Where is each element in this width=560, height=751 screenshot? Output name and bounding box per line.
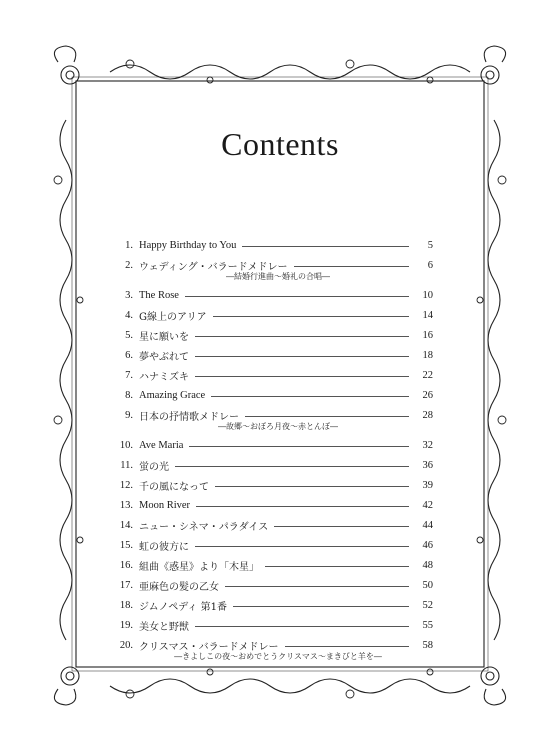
toc-leader-line xyxy=(185,296,409,297)
page-title: Contents xyxy=(221,126,339,162)
toc-leader-line xyxy=(195,356,409,357)
toc-entry-title: 亜麻色の髪の乙女 xyxy=(139,581,219,593)
toc-entry-title: ウェディング・バラードメドレー xyxy=(139,261,288,273)
toc-entry-number: 18. xyxy=(119,599,133,611)
toc-leader-line xyxy=(195,336,409,337)
toc-entry-page: 28 xyxy=(422,409,433,421)
toc-entry-number: 7. xyxy=(125,369,133,381)
toc-leader-line xyxy=(233,606,409,607)
toc-entry[interactable] xyxy=(113,555,433,575)
toc-entry[interactable] xyxy=(113,235,433,255)
toc-entry-page: 55 xyxy=(422,619,433,631)
toc-entry-title: ハナミズキ xyxy=(139,371,189,383)
toc-entry-title: Amazing Grace xyxy=(139,389,206,401)
toc-leader-line xyxy=(195,376,409,377)
toc-entry[interactable] xyxy=(113,325,433,345)
toc-entry-page: 42 xyxy=(422,499,433,511)
toc-entry-page: 5 xyxy=(427,239,433,251)
toc-entry-page: 22 xyxy=(422,369,433,381)
toc-entry[interactable] xyxy=(113,495,433,515)
toc-entry-number: 6. xyxy=(125,349,133,361)
toc-entry[interactable] xyxy=(113,595,433,615)
toc-entry-number: 4. xyxy=(125,309,133,321)
toc-entry-subtitle: ―故郷～おぼろ月夜～赤とんぼ― xyxy=(218,422,338,431)
table-of-contents xyxy=(113,235,433,665)
toc-entry[interactable] xyxy=(113,405,433,425)
toc-leader-line xyxy=(215,486,409,487)
toc-entry-title: 虹の彼方に xyxy=(139,541,189,553)
toc-entry-number: 17. xyxy=(119,579,133,591)
toc-entry-title: クリスマス・バラードメドレー xyxy=(139,641,279,653)
toc-leader-line xyxy=(195,546,409,547)
toc-entry[interactable] xyxy=(113,515,433,535)
toc-entry-number: 9. xyxy=(125,409,133,421)
toc-entry-number: 15. xyxy=(119,539,133,551)
toc-entry-page: 52 xyxy=(422,599,433,611)
toc-entry[interactable] xyxy=(113,305,433,325)
toc-entry-page: 46 xyxy=(422,539,433,551)
toc-entry-number: 20. xyxy=(119,639,133,651)
toc-entry-page: 50 xyxy=(422,579,433,591)
toc-leader-line xyxy=(285,646,410,647)
toc-leader-line xyxy=(294,266,410,267)
toc-entry-title: 組曲《惑星》より「木星」 xyxy=(139,561,259,573)
toc-entry[interactable] xyxy=(113,435,433,455)
toc-entry-title: ジムノペディ 第1番 xyxy=(139,601,227,613)
toc-leader-line xyxy=(213,316,409,317)
toc-entry-page: 18 xyxy=(422,349,433,361)
toc-leader-line xyxy=(265,566,409,567)
toc-leader-line xyxy=(175,466,409,467)
toc-entry-page: 16 xyxy=(422,329,433,341)
toc-entry-page: 6 xyxy=(427,259,433,271)
toc-leader-line xyxy=(189,446,409,447)
toc-leader-line xyxy=(195,626,409,627)
toc-entry-title: 蛍の光 xyxy=(139,461,169,473)
toc-leader-line xyxy=(211,396,409,397)
toc-entry-number: 10. xyxy=(119,439,133,451)
toc-entry-title: Moon River xyxy=(139,499,191,511)
toc-entry-title: G線上のアリア xyxy=(139,311,207,323)
toc-entry-title: Ave Maria xyxy=(139,439,184,451)
toc-entry-page: 10 xyxy=(422,289,433,301)
toc-entry-number: 19. xyxy=(119,619,133,631)
toc-entry-title: Happy Birthday to You xyxy=(139,239,237,251)
toc-leader-line xyxy=(245,416,409,417)
toc-leader-line xyxy=(225,586,409,587)
toc-entry-number: 3. xyxy=(125,289,133,301)
toc-entry-title: ニュー・シネマ・パラダイス xyxy=(139,521,269,533)
toc-entry-title: 千の風になって xyxy=(139,481,209,493)
toc-entry-number: 12. xyxy=(119,479,133,491)
toc-entry-number: 13. xyxy=(119,499,133,511)
toc-entry-page: 26 xyxy=(422,389,433,401)
toc-entry-number: 2. xyxy=(125,259,133,271)
toc-entry[interactable] xyxy=(113,455,433,475)
toc-entry[interactable] xyxy=(113,635,433,655)
toc-entry-subtitle: ―きよしこの夜～おめでとうクリスマス～まきびと羊を― xyxy=(174,652,382,661)
toc-entry-title: The Rose xyxy=(139,289,179,301)
toc-entry-number: 8. xyxy=(125,389,133,401)
toc-leader-line xyxy=(274,526,409,527)
toc-entry[interactable] xyxy=(113,365,433,385)
toc-entry-page: 32 xyxy=(422,439,433,451)
toc-entry[interactable] xyxy=(113,345,433,365)
toc-entry-number: 5. xyxy=(125,329,133,341)
toc-entry-number: 14. xyxy=(119,519,133,531)
toc-entry-subtitle: ―結婚行進曲～婚礼の合唱― xyxy=(226,272,330,281)
toc-entry-page: 58 xyxy=(422,639,433,651)
toc-entry[interactable] xyxy=(113,575,433,595)
toc-entry-title: 星に願いを xyxy=(139,331,189,343)
toc-entry[interactable] xyxy=(113,385,433,405)
toc-entry-page: 48 xyxy=(422,559,433,571)
toc-entry-title: 美女と野獣 xyxy=(139,621,189,633)
toc-entry-page: 44 xyxy=(422,519,433,531)
toc-entry[interactable] xyxy=(113,615,433,635)
toc-leader-line xyxy=(196,506,409,507)
toc-entry-number: 1. xyxy=(125,239,133,251)
toc-entry[interactable] xyxy=(113,535,433,555)
toc-entry-number: 16. xyxy=(119,559,133,571)
toc-entry-page: 39 xyxy=(422,479,433,491)
toc-entry-title: 夢やぶれて xyxy=(139,351,189,363)
toc-entry[interactable] xyxy=(113,255,433,275)
toc-entry[interactable] xyxy=(113,475,433,495)
toc-entry-page: 36 xyxy=(422,459,433,471)
toc-entry[interactable] xyxy=(113,285,433,305)
toc-entry-number: 11. xyxy=(120,459,133,471)
toc-leader-line xyxy=(242,246,409,247)
toc-entry-title: 日本の抒情歌メドレー xyxy=(139,411,239,423)
toc-entry-page: 14 xyxy=(422,309,433,321)
